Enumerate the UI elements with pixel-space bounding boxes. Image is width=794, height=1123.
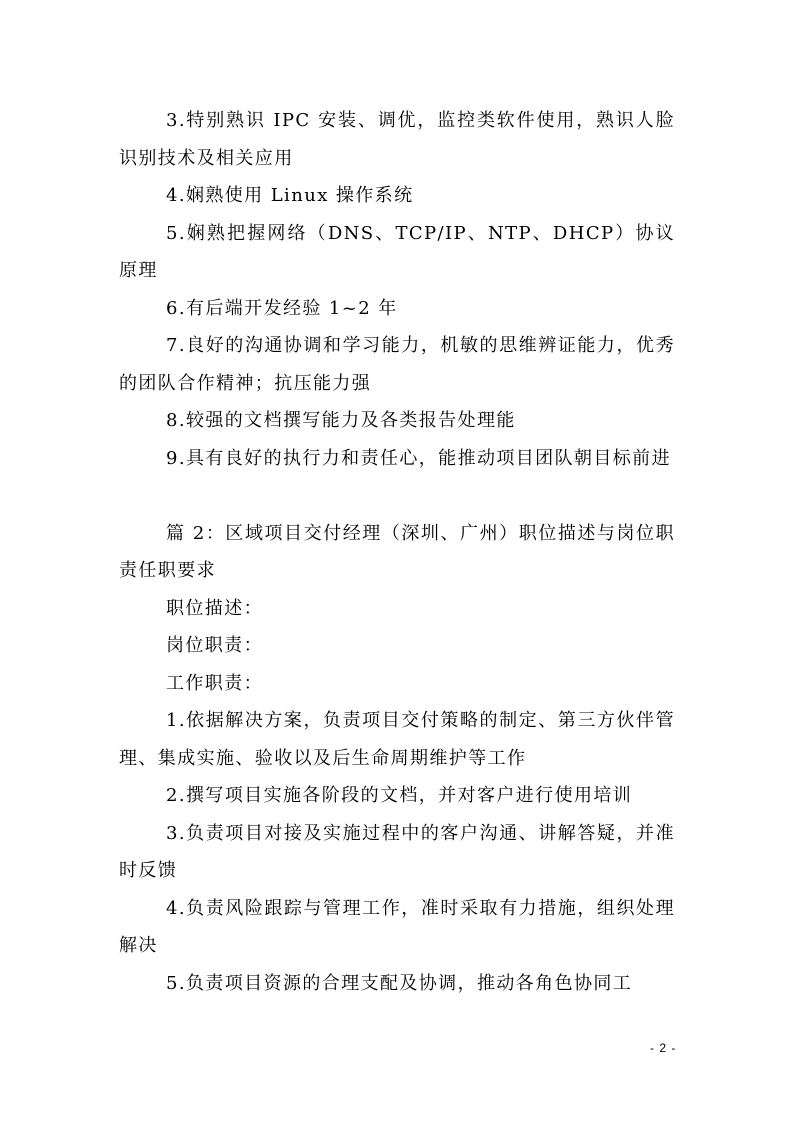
requirement-4: 4.娴熟使用 Linux 操作系统 bbox=[166, 185, 414, 206]
duty-1: 1.依据解决方案，负责项目交付策略的制定、第三方伙伴管理、集成实施、验收以及后生命周期维护等工作 bbox=[119, 710, 675, 769]
label-position-duties: 岗位职责： bbox=[166, 635, 263, 656]
blank-line bbox=[119, 477, 675, 515]
requirement-5: 5.娴熟把握网络（DNS、TCP/IP、NTP、DHCP）协议原理 bbox=[119, 222, 675, 281]
section-title: 篇 2：区域项目交付经理（深圳、广州）职位描述与岗位职责任职要求 bbox=[119, 522, 675, 581]
requirement-9: 9.具有良好的执行力和责任心，能推动项目团队朝目标前进 bbox=[166, 447, 671, 469]
duty-2: 2.撰写项目实施各阶段的文档，并对客户进行使用培训 bbox=[166, 785, 633, 806]
page-content bbox=[119, 102, 675, 1002]
label-job-description: 职位描述： bbox=[166, 597, 263, 619]
requirement-7: 7.良好的沟通协调和学习能力，机敏的思维辨证能力，优秀的团队合作精神；抗压能力强 bbox=[119, 335, 675, 394]
requirement-6: 6.有后端开发经验 1~2 年 bbox=[166, 297, 398, 319]
label-work-duties: 工作职责： bbox=[166, 672, 263, 694]
duty-5: 5.负责项目资源的合理支配及协调，推动各角色协同工 bbox=[166, 972, 633, 994]
page-number: - 2 - bbox=[650, 1041, 677, 1055]
requirement-8: 8.较强的文档撰写能力及各类报告处理能 bbox=[166, 410, 516, 431]
requirement-3: 3.特别熟识 IPC 安装、调优，监控类软件使用，熟识人脸识别技术及相关应用 bbox=[119, 110, 675, 169]
duty-3: 3.负责项目对接及实施过程中的客户沟通、讲解答疑，并准时反馈 bbox=[119, 822, 675, 881]
duty-4: 4.负责风险跟踪与管理工作，准时采取有力措施，组织处理解决 bbox=[119, 897, 675, 956]
